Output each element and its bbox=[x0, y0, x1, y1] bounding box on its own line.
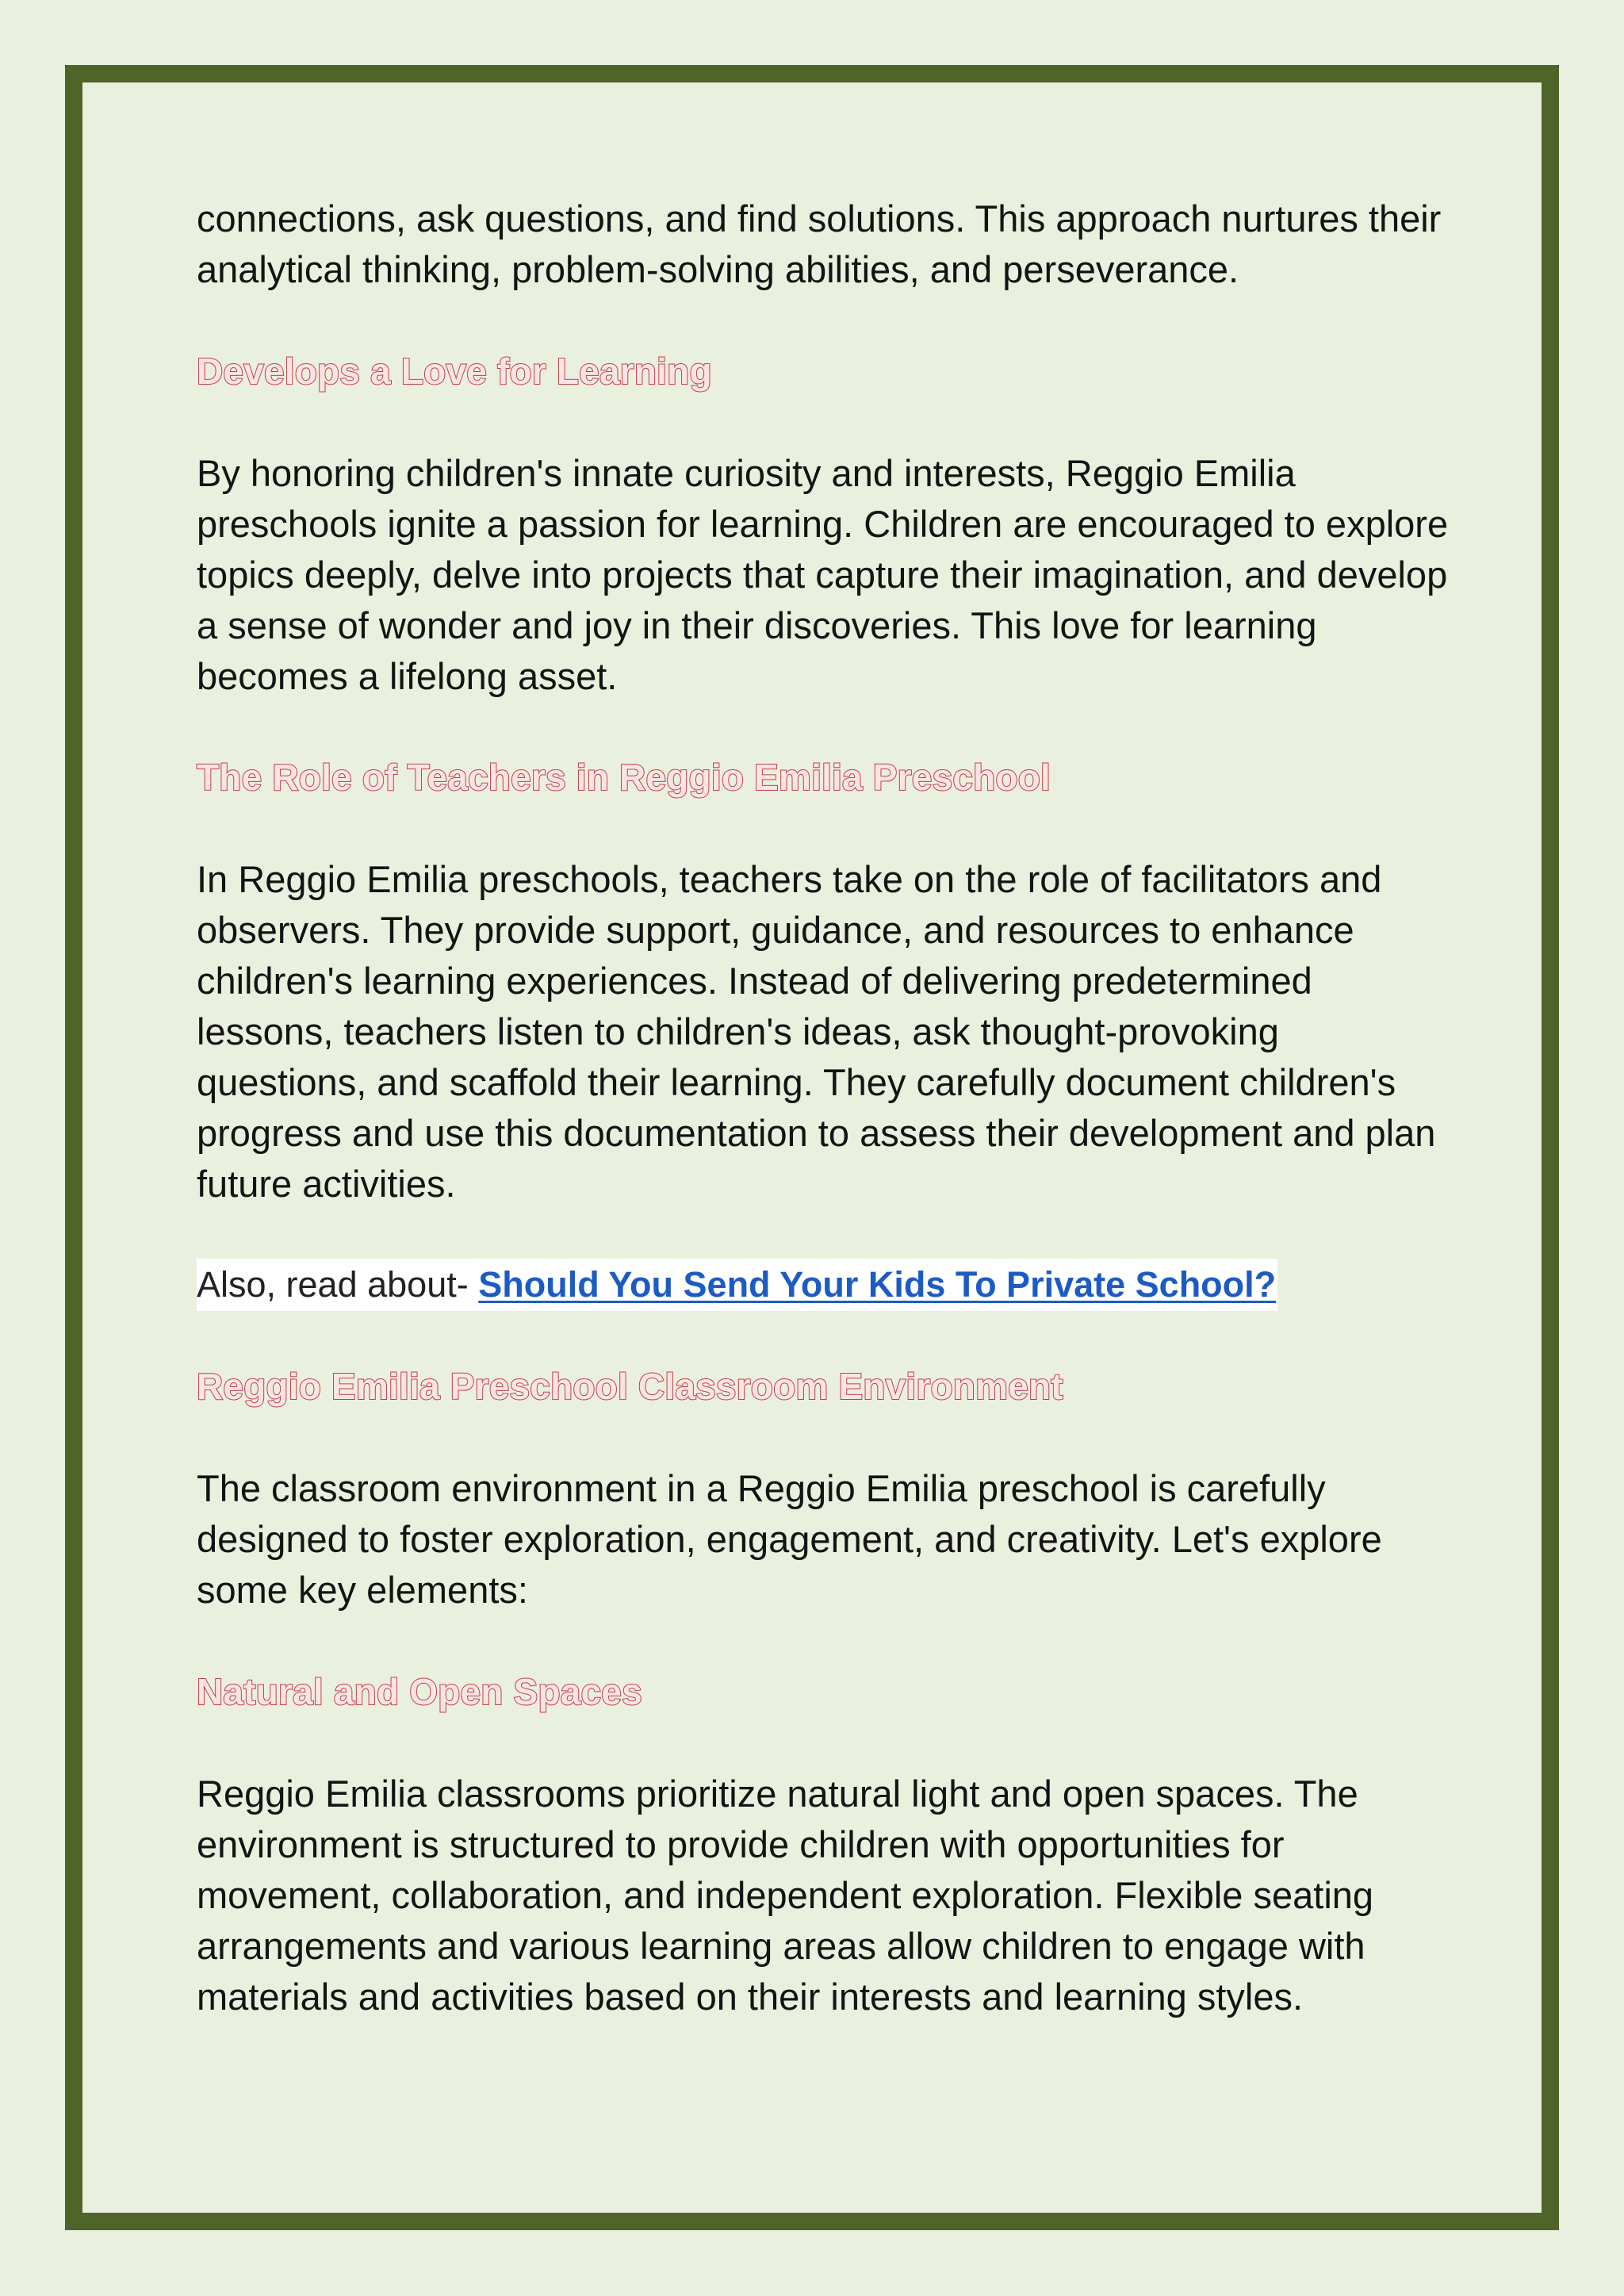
heading-teachers-role: The Role of Teachers in Reggio Emilia Preschool bbox=[197, 757, 1051, 798]
paragraph-intro-continued: connections, ask questions, and find solutions. This approach nurtures their analytical thinking, problem-solving abilities, and perseverance. bbox=[197, 197, 1442, 290]
paragraph-classroom-environment: The classroom environment in a Reggio Emilia preschool is carefully designed to foster exploration, engagement, and creativity. Let's explore some key elements: bbox=[197, 1467, 1382, 1611]
heading-natural-spaces: Natural and Open Spaces bbox=[197, 1671, 642, 1712]
paragraph-teachers-role: In Reggio Emilia preschools, teachers take on the role of facilitators and observers. They provide support, guidance, and resources to enhance children's learning experiences. Instead of delivering predetermined lessons, teachers listen to children's ideas, ask thought-provoking questions, and scaffold their learning. They carefully document children's progress and use this documentation to assess their development and plan future activities. bbox=[197, 858, 1436, 1205]
heading-classroom-environment: Reggio Emilia Preschool Classroom Environment bbox=[197, 1366, 1063, 1407]
also-read-row bbox=[197, 1259, 1277, 1311]
private-school-article-link[interactable]: Should You Send Your Kids To Private School? bbox=[478, 1264, 1277, 1305]
paragraph-natural-spaces: Reggio Emilia classrooms prioritize natural light and open spaces. The environment is structured to provide children with opportunities for movement, collaboration, and independent exploration. Flexible seating arrangements and various learning areas allow children to engage with materials and activities based on their interests and learning styles. bbox=[197, 1773, 1374, 2018]
heading-love-for-learning: Develops a Love for Learning bbox=[197, 351, 712, 392]
also-read-prefix: Also, read about- bbox=[197, 1264, 479, 1305]
paragraph-love-for-learning: By honoring children's innate curiosity and interests, Reggio Emilia preschools ignite a passion for learning. Children are encouraged to explore topics deeply, delve into projects that capture their imagination, and develop a sense of wonder and joy in their discoveries. This love for learning becomes a lifelong asset. bbox=[197, 452, 1449, 697]
